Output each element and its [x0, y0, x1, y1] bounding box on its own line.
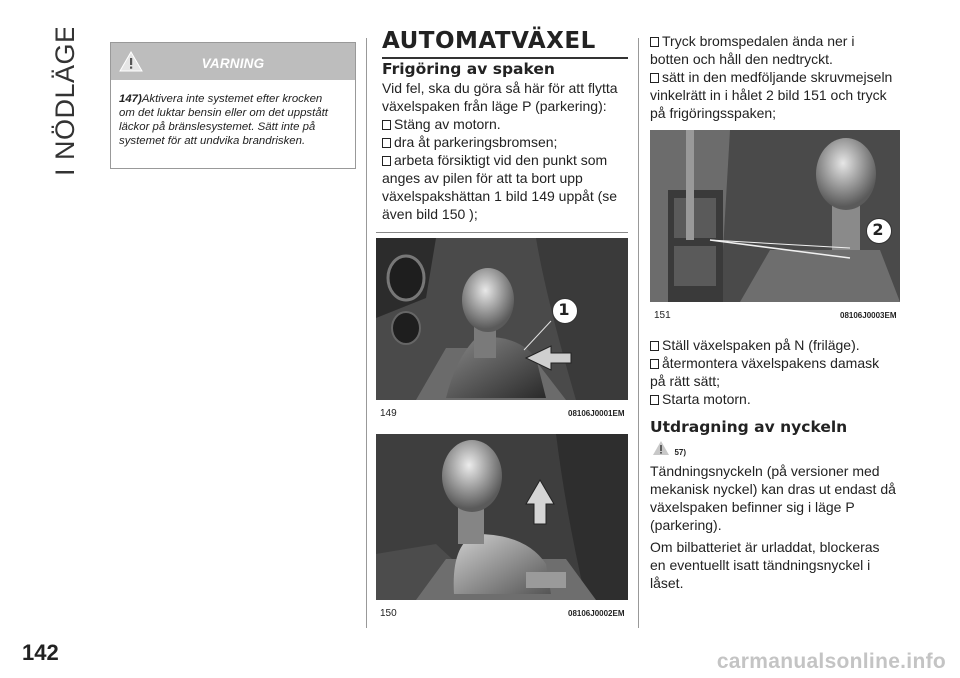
section-title-underline: [382, 57, 628, 59]
checkbox-icon: [650, 341, 659, 351]
step-text: återmontera växelspakens damask: [662, 355, 880, 371]
text-line: en eventuellt isatt tändningsnyckel i: [650, 557, 871, 573]
warning-line: Aktivera inte systemet efter krocken: [141, 93, 323, 105]
text-line: Om bilbatteriet är urladdat, blockeras: [650, 539, 880, 555]
column-divider-right: [638, 38, 639, 628]
warning-body: [111, 80, 355, 148]
checkbox-icon: [382, 138, 391, 148]
text-line: (parkering).: [650, 517, 722, 533]
step-item: [382, 133, 632, 151]
text-line: mekanisk nyckel) kan dras ut endast då: [650, 481, 896, 497]
key-removal-para2: [650, 538, 910, 592]
figure-151-image: [650, 130, 900, 302]
checkbox-icon: [650, 37, 659, 47]
chapter-label-text: I NÖDLÄGE: [50, 28, 80, 176]
key-removal-ref: [652, 440, 686, 458]
figure-code: 08106J0003EM: [840, 311, 897, 320]
warning-header: [111, 43, 355, 80]
chapter-label: [0, 28, 80, 178]
warning-line: om det luktar bensin eller om det uppstått: [119, 107, 328, 119]
step-item: [382, 115, 632, 133]
figure-number: 149: [380, 408, 397, 419]
figure-150-image: [376, 434, 628, 600]
text-line: växelspakshättan 1 bild 149 uppåt (se: [382, 188, 618, 204]
column-divider-left: [366, 38, 367, 628]
text-line: vinkelrätt in i hålet 2 bild 151 och tryck: [650, 87, 887, 103]
checkbox-icon: [382, 120, 391, 130]
page-number: 142: [22, 640, 59, 665]
step-item: [650, 32, 910, 50]
figure-code: 08106J0002EM: [568, 609, 625, 618]
figure-callout-2-label: 2: [872, 220, 884, 239]
text-line: Vid fel, ska du göra så här för att flytta: [382, 80, 618, 96]
release-steps-final: [650, 336, 910, 408]
warning-line: läckor på bränslesystemet. Sätt inte på: [119, 121, 316, 133]
text-line: botten och håll den nedtryckt.: [650, 51, 833, 67]
key-removal-heading: Utdragning av nyckeln: [650, 418, 848, 436]
figure-number: 151: [654, 310, 671, 321]
warning-small-icon: [652, 440, 670, 456]
key-removal-ref-text: 57): [674, 448, 687, 457]
figure-rule: [376, 232, 628, 233]
figure-149-image: [376, 238, 628, 400]
warning-ref: 147): [119, 93, 142, 105]
figure-number: 150: [380, 608, 397, 619]
step-text: arbeta försiktigt vid den punkt som: [394, 152, 608, 168]
text-line: på rätt sätt;: [650, 373, 721, 389]
figure-code: 08106J0001EM: [568, 409, 625, 418]
checkbox-icon: [382, 156, 391, 166]
step-item: [382, 151, 632, 169]
text-line: låset.: [650, 575, 684, 591]
text-line: på frigöringsspaken;: [650, 105, 777, 121]
key-removal-para1: [650, 462, 910, 534]
text-line: växelspaken från läge P (parkering):: [382, 98, 607, 114]
release-heading: Frigöring av spaken: [382, 60, 555, 78]
text-line: även bild 150 );: [382, 206, 478, 222]
step-text: Starta motorn.: [662, 391, 751, 407]
warning-line: systemet för att undvika brandrisken.: [119, 135, 306, 147]
step-item: [650, 390, 910, 408]
text-line: Tändningsnyckeln (på versioner med: [650, 463, 880, 479]
checkbox-icon: [650, 395, 659, 405]
step-text: Stäng av motorn.: [394, 116, 501, 132]
step-text: Tryck bromspedalen ända ner i: [662, 33, 855, 49]
text-line: anges av pilen för att ta bort upp: [382, 170, 583, 186]
watermark: carmanualsonline.info: [716, 650, 946, 673]
step-text: sätt in den medföljande skruvmejseln: [662, 69, 893, 85]
warning-title: VARNING: [201, 56, 265, 71]
step-text: Ställ växelspaken på N (friläge).: [662, 337, 860, 353]
checkbox-icon: [650, 73, 659, 83]
step-item: [650, 336, 910, 354]
step-item: [650, 354, 910, 372]
warning-box: [110, 42, 356, 169]
step-text: dra åt parkeringsbromsen;: [394, 134, 558, 150]
checkbox-icon: [650, 359, 659, 369]
text-line: växelspaken befinner sig i läge P: [650, 499, 855, 515]
release-steps-continued: [650, 32, 910, 122]
figure-callout-1-label: 1: [558, 300, 570, 319]
release-intro: [382, 79, 632, 223]
step-item: [650, 68, 910, 86]
section-title: AUTOMATVÄXEL: [382, 28, 596, 54]
